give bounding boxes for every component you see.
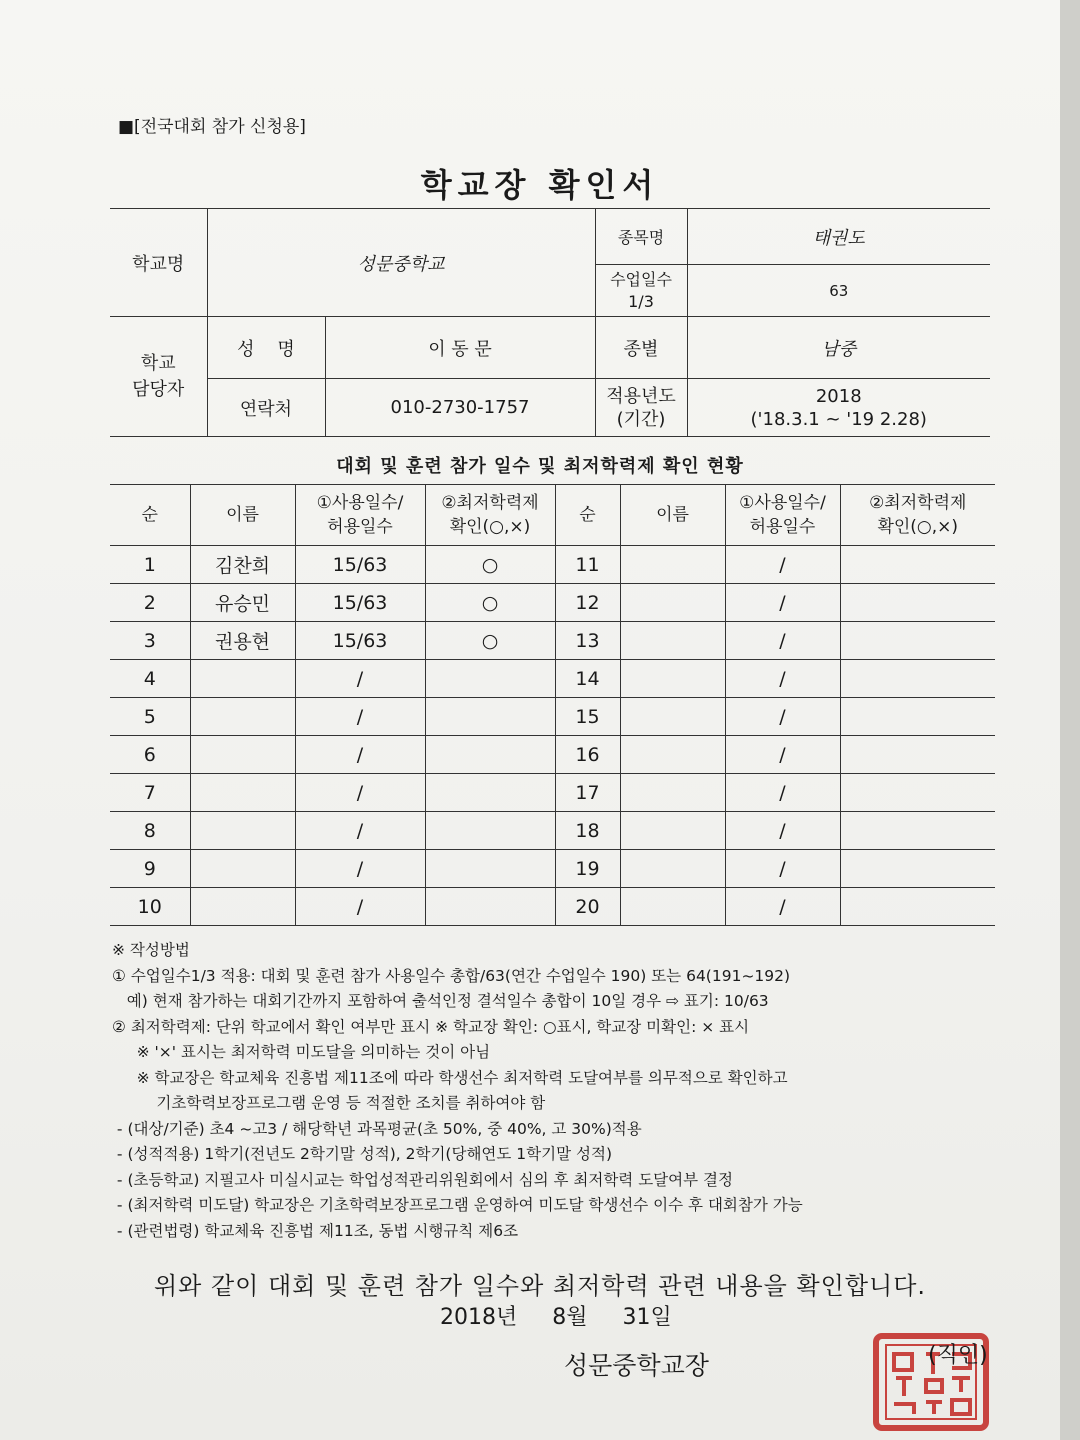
- row-name: [620, 736, 725, 774]
- table-row: [110, 546, 995, 584]
- row-days: 15/63: [295, 546, 425, 584]
- instruction-line: 예) 현재 참가하는 대회기간까지 포함하여 출석인정 결석일수 총합이 10일 경우 ⇨ 표기: 10/63: [112, 992, 769, 1010]
- table-row: [110, 698, 995, 736]
- sport-label: 종목명: [595, 209, 687, 265]
- row-check: [840, 622, 995, 660]
- row-days: /: [295, 774, 425, 812]
- table-header-row: [110, 485, 995, 546]
- row-no: 12: [555, 584, 620, 622]
- table-row: [110, 622, 995, 660]
- row-check: [425, 850, 555, 888]
- row-check: ○: [425, 546, 555, 584]
- row-no: 18: [555, 812, 620, 850]
- table-row: [110, 660, 995, 698]
- row-no: 6: [110, 736, 190, 774]
- row-days: /: [295, 888, 425, 926]
- row-name: [620, 888, 725, 926]
- row-check: [840, 736, 995, 774]
- row-name: [190, 888, 295, 926]
- row-days: /: [295, 698, 425, 736]
- row-days: /: [295, 812, 425, 850]
- instruction-line: ※ 작성방법: [112, 941, 190, 959]
- row-days: /: [725, 660, 840, 698]
- issue-date: [440, 1300, 672, 1331]
- header-check-right-line2: 확인(○,×): [877, 517, 959, 537]
- row-name: 유승민: [190, 584, 295, 622]
- row-days: /: [725, 812, 840, 850]
- days-label-line1: 수업일수: [610, 269, 672, 289]
- instruction-line: ※ 학교장은 학교체육 진흥법 제11조에 따라 학생선수 최저학력 도달여부를 의무적으로 확인하고: [112, 1068, 788, 1087]
- instruction-line: ① 수업일수1/3 적용: 대회 및 훈련 참가 사용일수 총합/63(연간 수업일수 190) 또는 64(191~192): [112, 966, 791, 985]
- header-no: 순: [110, 485, 190, 546]
- row-days: /: [725, 736, 840, 774]
- row-name: [190, 698, 295, 736]
- row-days: /: [725, 850, 840, 888]
- header-days-right-line2: 허용일수: [749, 517, 816, 537]
- year-value: [687, 379, 990, 437]
- row-check: [425, 888, 555, 926]
- desk-background: [1060, 0, 1080, 1440]
- info-table: [110, 208, 990, 437]
- instruction-line: 기초학력보장프로그램 운영 등 적절한 조치를 취하여야 함: [112, 1094, 546, 1112]
- row-days: /: [725, 622, 840, 660]
- row-name: 김찬희: [190, 546, 295, 584]
- principal-signature: 성문중학교장: [564, 1351, 709, 1380]
- year-label: [595, 379, 687, 437]
- instructions: [112, 938, 1002, 1244]
- row-check: [840, 698, 995, 736]
- row-days: /: [725, 546, 840, 584]
- year-value-line2: ('18.3.1 ~ '19 2.28): [750, 408, 927, 430]
- instruction-line: - (초등학교) 지필고사 미실시교는 학업성적관리위원회에서 심의 후 최저학력 도달여부 결정: [112, 1170, 733, 1189]
- row-name: [620, 812, 725, 850]
- contact-label: 연락처: [207, 379, 325, 437]
- row-no: 13: [555, 622, 620, 660]
- document-title: 학교장 확인서: [420, 166, 660, 204]
- row-name: [620, 774, 725, 812]
- instruction-line: ※ '×' 표시는 최저학력 미도달을 의미하는 것이 아님: [112, 1043, 491, 1061]
- instruction-line: ② 최저학력제: 단위 학교에서 확인 여부만 표시 ※ 학교장 확인: ○표시, 학교장 미확인: × 표시: [112, 1017, 750, 1036]
- row-no: 7: [110, 774, 190, 812]
- row-name: [190, 736, 295, 774]
- row-no: 8: [110, 812, 190, 850]
- header-check: [425, 485, 555, 546]
- row-no: 17: [555, 774, 620, 812]
- school-label: 학교명: [110, 209, 207, 317]
- row-days: /: [295, 850, 425, 888]
- header-days-right: [725, 485, 840, 546]
- date-day: 31일: [622, 1305, 672, 1330]
- row-check: [840, 546, 995, 584]
- section-title: 대회 및 훈련 참가 일수 및 최저학력제 확인 현황: [336, 456, 744, 477]
- contact-value: 010-2730-1757: [325, 379, 595, 437]
- row-no: 5: [110, 698, 190, 736]
- row-name: [620, 546, 725, 584]
- row-days: 15/63: [295, 622, 425, 660]
- row-no: 14: [555, 660, 620, 698]
- instruction-line: - (성적적용) 1학기(전년도 2학기말 성적), 2학기(당해연도 1학기말 성적): [112, 1145, 612, 1163]
- row-check: [425, 736, 555, 774]
- confirm-statement: 위와 같이 대회 및 훈련 참가 일수와 최저학력 관련 내용을 확인합니다.: [153, 1272, 927, 1300]
- instruction-line: - (최저학력 미도달) 학교장은 기초학력보장프로그램 운영하여 미도달 학생선수 이수 후 대회참가 가능: [112, 1196, 803, 1214]
- row-name: [190, 850, 295, 888]
- year-label-line1: 적용년도: [606, 385, 676, 407]
- row-days: /: [725, 584, 840, 622]
- row-check: [425, 774, 555, 812]
- header-check-line2: 확인(○,×): [449, 517, 531, 537]
- row-check: [840, 774, 995, 812]
- row-no: 19: [555, 850, 620, 888]
- table-row: [110, 850, 995, 888]
- row-check: [425, 698, 555, 736]
- row-name: [190, 812, 295, 850]
- days-label-line2: 1/3: [628, 291, 654, 311]
- row-days: /: [295, 736, 425, 774]
- row-check: [840, 584, 995, 622]
- form-type-tag: ■[전국대회 참가 신청용]: [118, 117, 306, 137]
- row-name: [620, 584, 725, 622]
- days-value: 63: [687, 265, 990, 317]
- header-check-right: [840, 485, 995, 546]
- row-no: 1: [110, 546, 190, 584]
- row-days: /: [295, 660, 425, 698]
- header-days: [295, 485, 425, 546]
- row-days: /: [725, 774, 840, 812]
- row-no: 15: [555, 698, 620, 736]
- row-name: [620, 698, 725, 736]
- year-label-line2: (기간): [616, 408, 666, 430]
- row-name: [620, 622, 725, 660]
- row-check: [840, 812, 995, 850]
- row-days: /: [725, 888, 840, 926]
- school-value: 성문중학교: [207, 209, 595, 317]
- table-row: [110, 736, 995, 774]
- header-name-right: 이름: [620, 485, 725, 546]
- name-value: 이 동 문: [325, 317, 595, 379]
- row-no: 16: [555, 736, 620, 774]
- gender-label: 종별: [595, 317, 687, 379]
- row-no: 4: [110, 660, 190, 698]
- row-name: [190, 774, 295, 812]
- row-no: 10: [110, 888, 190, 926]
- row-check: [425, 660, 555, 698]
- instruction-line: - (관련법령) 학교체육 진흥법 제11조, 동법 시행규칙 제6조: [112, 1221, 519, 1240]
- header-check-line1: ②최저학력제: [441, 493, 539, 513]
- table-row: [110, 888, 995, 926]
- date-month: 8월: [552, 1305, 588, 1330]
- row-name: [620, 660, 725, 698]
- row-check: [425, 812, 555, 850]
- manager-label-line1: 학교: [140, 352, 176, 374]
- header-days-right-line1: ①사용일수/: [739, 493, 826, 513]
- row-check: ○: [425, 584, 555, 622]
- header-days-line2: 허용일수: [327, 517, 393, 537]
- table-row: [110, 812, 995, 850]
- row-days: /: [725, 698, 840, 736]
- row-no: 11: [555, 546, 620, 584]
- days-label: [595, 265, 687, 317]
- row-no: 9: [110, 850, 190, 888]
- row-check: [840, 660, 995, 698]
- row-no: 20: [555, 888, 620, 926]
- row-no: 2: [110, 584, 190, 622]
- table-row: [110, 774, 995, 812]
- manager-label-line2: 담당자: [132, 378, 185, 400]
- date-year: 2018년: [440, 1305, 518, 1330]
- row-name: [190, 660, 295, 698]
- header-check-right-line1: ②최저학력제: [869, 493, 967, 513]
- row-name: 권용현: [190, 622, 295, 660]
- header-no-right: 순: [555, 485, 620, 546]
- header-name: 이름: [190, 485, 295, 546]
- gender-value: 남중: [687, 317, 990, 379]
- manager-label: [110, 317, 207, 437]
- seal-label: (직인): [928, 1343, 988, 1368]
- row-check: [840, 888, 995, 926]
- row-check: [840, 850, 995, 888]
- sport-value: 태권도: [687, 209, 990, 265]
- table-row: [110, 584, 995, 622]
- row-days: 15/63: [295, 584, 425, 622]
- row-check: ○: [425, 622, 555, 660]
- row-no: 3: [110, 622, 190, 660]
- instruction-line: - (대상/기준) 초4 ~고3 / 해당학년 과목평균(초 50%, 중 40%, 고 30%)적용: [112, 1119, 642, 1138]
- year-value-line1: 2018: [815, 385, 862, 407]
- header-days-line1: ①사용일수/: [316, 493, 404, 513]
- row-name: [620, 850, 725, 888]
- name-label: 성 명: [207, 317, 325, 379]
- participation-table: [110, 484, 995, 926]
